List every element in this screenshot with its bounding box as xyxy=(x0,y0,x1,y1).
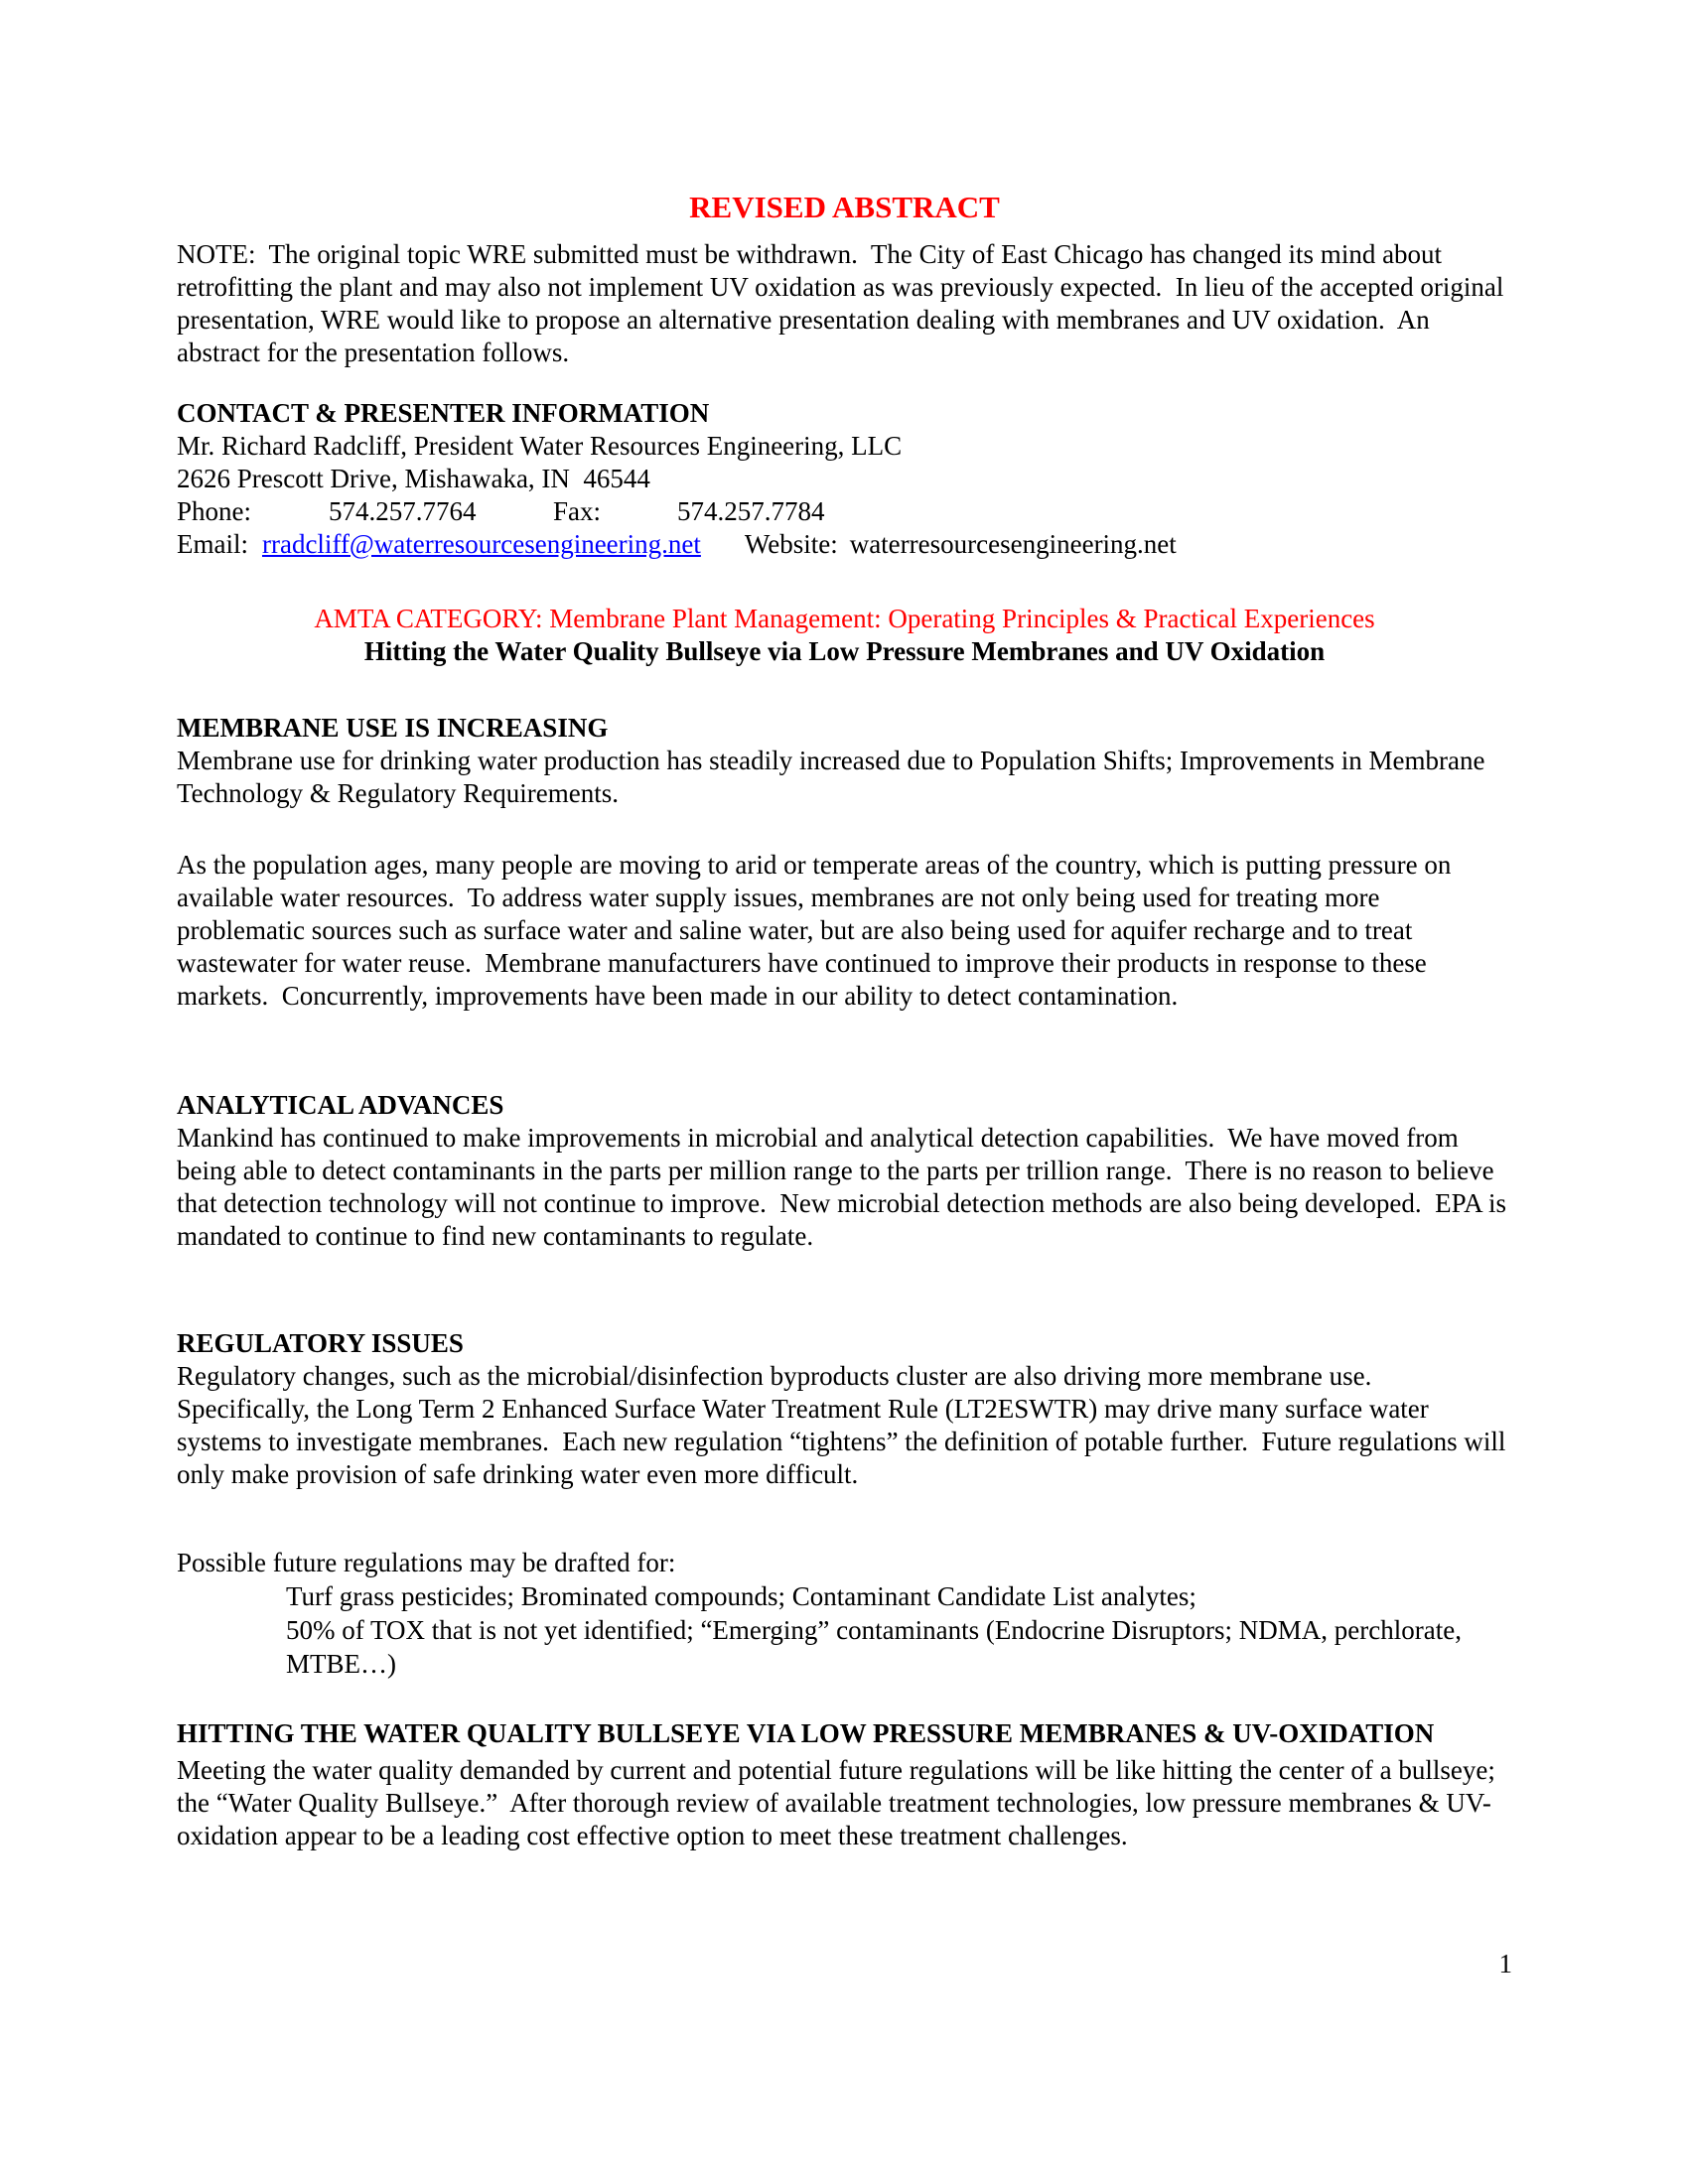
membrane-paragraph-2: As the population ages, many people are moving to arid or temperate areas of the country, which is putting pressure on available water resources. To address water supply issues, membranes are not only being used for treating more problematic sources such as surface water and saline water, but are also being used for aquifer recharge and to treat wastewater for water reuse. Membrane manufacturers have continued to improve their products in response to these markets. Concurrently, improvements have been made in our ability to detect contamination. xyxy=(177,850,1459,1011)
regulatory-heading: REGULATORY ISSUES xyxy=(177,1328,464,1358)
membrane-section xyxy=(177,712,1512,810)
email-website-line xyxy=(177,528,1512,561)
category-section xyxy=(177,603,1512,668)
future-regulations-item: 50% of TOX that is not yet identified; “Emerging” contaminants (Endocrine Disruptors; NDMA, perchlorate, MTBE…) xyxy=(286,1615,1469,1679)
membrane-heading: MEMBRANE USE IS INCREASING xyxy=(177,713,609,743)
fax-number: 574.257.7784 xyxy=(677,496,825,526)
analytical-heading: ANALYTICAL ADVANCES xyxy=(177,1090,504,1120)
analytical-paragraph: Mankind has continued to make improvements in microbial and analytical detection capabilities. We have moved from being able to detect contaminants in the parts per million range to the parts per trillion range. There is no reason to believe that detection technology will not continue to improve. New microbial detection methods are also being developed. EPA is mandated to continue to find new contaminants to regulate. xyxy=(177,1123,1513,1251)
email-link[interactable]: rradcliff@waterresourcesengineering.net xyxy=(261,529,701,559)
contact-heading: CONTACT & PRESENTER INFORMATION xyxy=(177,398,710,428)
hitting-paragraph: Meeting the water quality demanded by current and potential future regulations will be like hitting the center of a bullseye; the “Water Quality Bullseye.” After thorough review of available treatment technologies, low pressure membranes & UV-oxidation appear to be a leading cost effective option to meet these treatment challenges. xyxy=(177,1755,1502,1850)
website-label: Website: xyxy=(744,529,838,559)
fax-label: Fax: xyxy=(553,496,602,526)
presentation-title: Hitting the Water Quality Bullseye via Low Pressure Membranes and UV Oxidation xyxy=(363,636,1326,666)
phone-number: 574.257.7764 xyxy=(329,496,477,526)
hitting-heading: HITTING THE WATER QUALITY BULLSEYE VIA LOW PRESSURE MEMBRANES & UV-OXIDATION xyxy=(177,1718,1435,1748)
document-title: REVISED ABSTRACT xyxy=(689,190,1000,224)
future-regulations-item: Turf grass pesticides; Brominated compounds; Contaminant Candidate List analytes; xyxy=(286,1581,1196,1611)
contact-section xyxy=(177,397,1512,561)
future-regulations-section xyxy=(177,1546,1512,1681)
analytical-section xyxy=(177,1089,1512,1253)
regulatory-section xyxy=(177,1327,1512,1491)
page-number: 1 xyxy=(1498,1949,1512,1979)
membrane-paragraph-1: Membrane use for drinking water production has steadily increased due to Population Shifts; Improvements in Membrane Technology & Regulatory Requirements. xyxy=(177,746,1491,808)
amta-category-line: AMTA CATEGORY: Membrane Plant Management: Operating Principles & Practical Experiences xyxy=(314,604,1375,633)
phone-label: Phone: xyxy=(177,496,252,526)
future-regulations-intro: Possible future regulations may be drafted for: xyxy=(177,1548,676,1577)
regulatory-paragraph: Regulatory changes, such as the microbial/disinfection byproducts cluster are also driving more membrane use. Specifically, the Long Term 2 Enhanced Surface Water Treatment Rule (LT2ESWTR) may drive many surface water systems to investigate membranes. Each new regulation “tightens” the definition of potable further. Future regulations will only make provision of safe drinking water even more difficult. xyxy=(177,1361,1513,1489)
hitting-section xyxy=(177,1717,1512,1852)
presenter-name: Mr. Richard Radcliff, President Water Resources Engineering, LLC xyxy=(177,431,903,461)
note-paragraph: NOTE: The original topic WRE submitted must be withdrawn. The City of East Chicago has changed its mind about retrofitting the plant and may also not implement UV oxidation as was previously expected. In lieu of the accepted original presentation, WRE would like to propose an alternative presentation dealing with membranes and UV oxidation. An abstract for the presentation follows. xyxy=(177,239,1511,367)
email-label: Email: xyxy=(177,529,248,559)
presenter-address: 2626 Prescott Drive, Mishawaka, IN 46544 xyxy=(177,464,650,493)
website-value: waterresourcesengineering.net xyxy=(849,529,1177,559)
phone-fax-line xyxy=(177,495,1512,528)
